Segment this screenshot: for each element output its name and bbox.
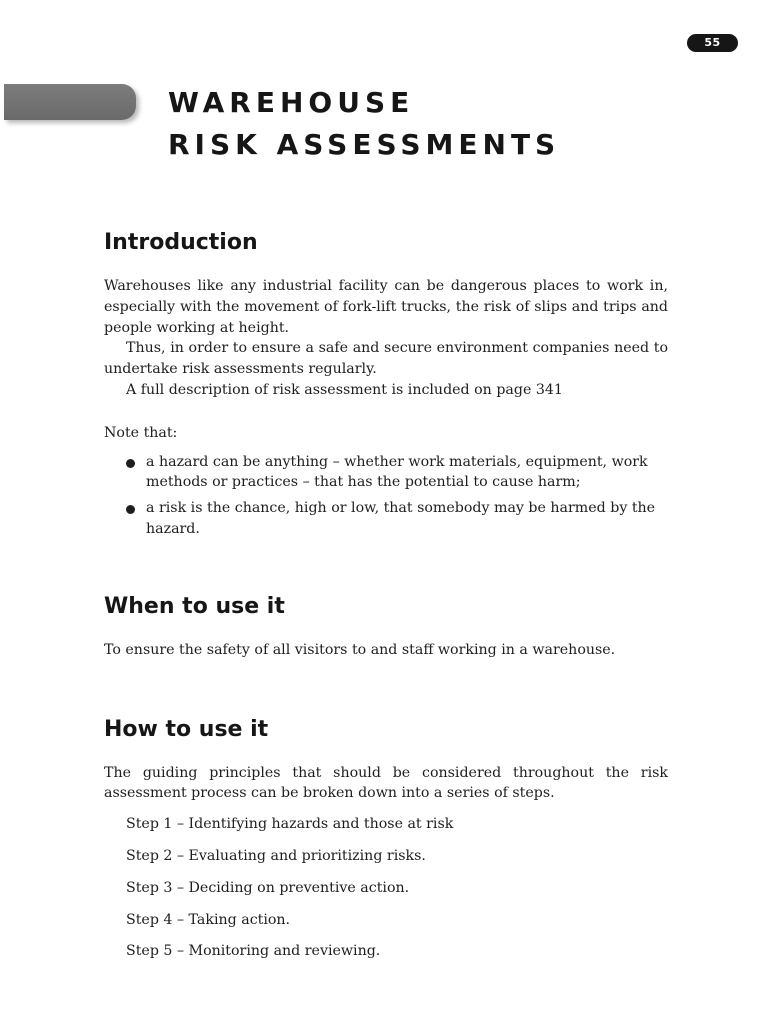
bullet-icon bbox=[126, 505, 135, 514]
note-bullet-text: a risk is the chance, high or low, that somebody may be harmed by the hazard. bbox=[146, 500, 656, 537]
when-to-use-heading: When to use it bbox=[104, 593, 285, 619]
introduction-paragraph-1: Warehouses like any industrial facility can be dangerous places to work in, especially with the movement of fork-lift trucks, the risk of slips and trips and people working at height. bbox=[104, 278, 668, 336]
how-to-use-section bbox=[104, 715, 668, 963]
note-bullet-list bbox=[104, 452, 668, 540]
step-item: Step 3 – Deciding on preventive action. bbox=[126, 879, 410, 896]
chapter-title-line-1: WAREHOUSE bbox=[168, 86, 415, 119]
introduction-heading: Introduction bbox=[104, 230, 258, 255]
step-item: Step 1 – Identifying hazards and those at risk bbox=[126, 816, 454, 833]
when-to-use-text: To ensure the safety of all visitors to and staff working in a warehouse. bbox=[104, 641, 616, 658]
note-bullet-item bbox=[104, 452, 668, 494]
how-to-use-heading: How to use it bbox=[104, 716, 269, 742]
introduction-paragraph-2: Thus, in order to ensure a safe and secure environment companies need to undertake risk assessments regularly. bbox=[104, 340, 668, 378]
when-to-use-section bbox=[104, 592, 668, 661]
note-label: Note that: bbox=[104, 424, 178, 441]
step-item: Step 4 – Taking action. bbox=[126, 911, 291, 928]
chapter-title bbox=[168, 82, 560, 166]
chapter-title-line-2: RISK ASSESSMENTS bbox=[168, 128, 561, 161]
step-item: Step 5 – Monitoring and reviewing. bbox=[126, 943, 381, 960]
page-content bbox=[104, 228, 668, 973]
step-item: Step 2 – Evaluating and prioritizing risks. bbox=[126, 847, 426, 864]
note-bullet-text: a hazard can be anything – whether work materials, equipment, work methods or practices – that has the potential to cause harm; bbox=[146, 453, 648, 491]
step-list bbox=[104, 814, 668, 962]
chapter-tab-decoration bbox=[4, 84, 136, 120]
page-number-badge: 55 bbox=[687, 34, 738, 52]
note-bullet-item bbox=[104, 498, 668, 540]
introduction-section bbox=[104, 228, 668, 540]
introduction-paragraph-3: A full description of risk assessment is included on page 341 bbox=[126, 381, 563, 398]
how-to-use-text: The guiding principles that should be considered throughout the risk assessment process can be broken down into a series of steps. bbox=[104, 764, 668, 802]
bullet-icon bbox=[126, 459, 135, 468]
